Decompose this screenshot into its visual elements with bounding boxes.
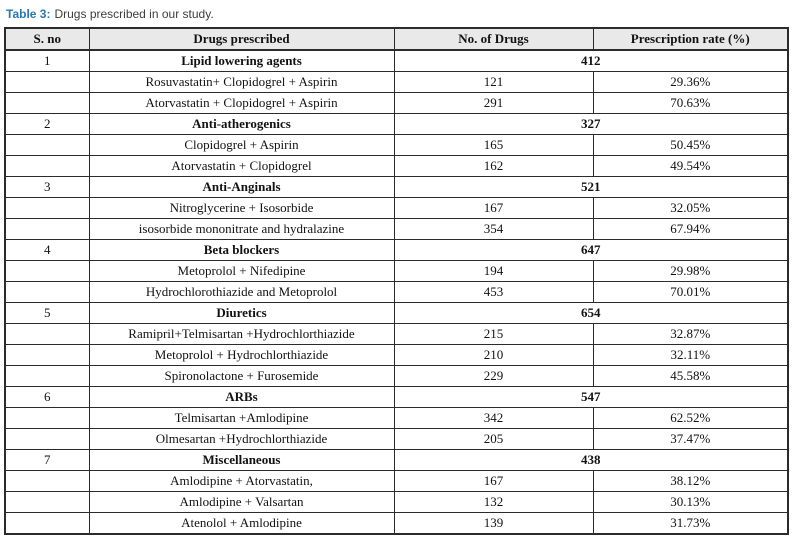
drug-count-cell: 205: [394, 429, 593, 450]
drug-name-cell: Atorvastatin + Clopidogrel: [89, 156, 394, 177]
drug-count-cell: 354: [394, 219, 593, 240]
sno-cell: [5, 261, 89, 282]
prescription-rate-cell: 31.73%: [593, 513, 788, 535]
prescription-rate-cell: 30.13%: [593, 492, 788, 513]
drug-row: [5, 345, 788, 366]
drug-row: [5, 492, 788, 513]
prescription-rate-cell: 29.36%: [593, 72, 788, 93]
sno-cell: 6: [5, 387, 89, 408]
table-caption: [4, 4, 788, 27]
prescription-rate-cell: 62.52%: [593, 408, 788, 429]
drug-row: [5, 324, 788, 345]
drug-name-cell: Clopidogrel + Aspirin: [89, 135, 394, 156]
drug-count-cell: 215: [394, 324, 593, 345]
sno-cell: [5, 471, 89, 492]
sno-cell: [5, 282, 89, 303]
group-total-cell: 521: [394, 177, 788, 198]
drug-name-cell: Nitroglycerine + Isosorbide: [89, 198, 394, 219]
sno-cell: [5, 492, 89, 513]
drug-count-cell: 291: [394, 93, 593, 114]
prescription-rate-cell: 70.63%: [593, 93, 788, 114]
drug-count-cell: 121: [394, 72, 593, 93]
prescription-rate-cell: 50.45%: [593, 135, 788, 156]
group-total-cell: 547: [394, 387, 788, 408]
prescription-rate-cell: 38.12%: [593, 471, 788, 492]
drug-name-cell: Rosuvastatin+ Clopidogrel + Aspirin: [89, 72, 394, 93]
drug-name-cell: Metoprolol + Nifedipine: [89, 261, 394, 282]
drug-row: [5, 261, 788, 282]
drug-count-cell: 167: [394, 471, 593, 492]
sno-cell: [5, 366, 89, 387]
category-cell: Miscellaneous: [89, 450, 394, 471]
sno-cell: 3: [5, 177, 89, 198]
drug-count-cell: 165: [394, 135, 593, 156]
drug-name-cell: Ramipril+Telmisartan +Hydrochlorthiazide: [89, 324, 394, 345]
table-caption-text: Drugs prescribed in our study.: [54, 7, 214, 21]
drug-name-cell: Spironolactone + Furosemide: [89, 366, 394, 387]
column-header-drugs: Drugs prescribed: [89, 28, 394, 50]
category-row: [5, 450, 788, 471]
drug-name-cell: Amlodipine + Atorvastatin,: [89, 471, 394, 492]
category-row: [5, 240, 788, 261]
drug-count-cell: 167: [394, 198, 593, 219]
group-total-cell: 412: [394, 50, 788, 72]
sno-cell: [5, 72, 89, 93]
group-total-cell: 647: [394, 240, 788, 261]
prescription-rate-cell: 37.47%: [593, 429, 788, 450]
sno-cell: [5, 93, 89, 114]
sno-cell: [5, 135, 89, 156]
sno-cell: 2: [5, 114, 89, 135]
category-cell: Lipid lowering agents: [89, 50, 394, 72]
sno-cell: 4: [5, 240, 89, 261]
drug-count-cell: 229: [394, 366, 593, 387]
prescription-rate-cell: 32.87%: [593, 324, 788, 345]
table-body: [5, 50, 788, 534]
group-total-cell: 438: [394, 450, 788, 471]
drug-name-cell: Atenolol + Amlodipine: [89, 513, 394, 535]
prescription-rate-cell: 70.01%: [593, 282, 788, 303]
sno-cell: 5: [5, 303, 89, 324]
drug-row: [5, 198, 788, 219]
drug-count-cell: 139: [394, 513, 593, 535]
prescription-rate-cell: 29.98%: [593, 261, 788, 282]
category-cell: Anti-atherogenics: [89, 114, 394, 135]
sno-cell: [5, 198, 89, 219]
drug-row: [5, 429, 788, 450]
drug-name-cell: Metoprolol + Hydrochlorthiazide: [89, 345, 394, 366]
prescription-rate-cell: 67.94%: [593, 219, 788, 240]
drugs-prescribed-table: [4, 27, 789, 535]
drug-name-cell: Olmesartan +Hydrochlorthiazide: [89, 429, 394, 450]
sno-cell: [5, 345, 89, 366]
prescription-rate-cell: 49.54%: [593, 156, 788, 177]
drug-row: [5, 156, 788, 177]
drug-name-cell: Hydrochlorothiazide and Metoprolol: [89, 282, 394, 303]
header-row: [5, 28, 788, 50]
category-row: [5, 50, 788, 72]
drug-count-cell: 132: [394, 492, 593, 513]
drug-name-cell: Telmisartan +Amlodipine: [89, 408, 394, 429]
category-cell: Anti-Anginals: [89, 177, 394, 198]
category-row: [5, 114, 788, 135]
drug-row: [5, 135, 788, 156]
drug-count-cell: 210: [394, 345, 593, 366]
drug-count-cell: 194: [394, 261, 593, 282]
drug-name-cell: Atorvastatin + Clopidogrel + Aspirin: [89, 93, 394, 114]
category-cell: Diuretics: [89, 303, 394, 324]
sno-cell: [5, 156, 89, 177]
sno-cell: 7: [5, 450, 89, 471]
group-total-cell: 654: [394, 303, 788, 324]
drug-row: [5, 471, 788, 492]
sno-cell: [5, 429, 89, 450]
drug-row: [5, 366, 788, 387]
column-header-rate: Prescription rate (%): [593, 28, 788, 50]
category-row: [5, 303, 788, 324]
column-header-sno: S. no: [5, 28, 89, 50]
prescription-rate-cell: 32.11%: [593, 345, 788, 366]
drug-count-cell: 162: [394, 156, 593, 177]
sno-cell: [5, 513, 89, 535]
group-total-cell: 327: [394, 114, 788, 135]
prescription-rate-cell: 45.58%: [593, 366, 788, 387]
category-cell: Beta blockers: [89, 240, 394, 261]
drug-row: [5, 72, 788, 93]
category-row: [5, 387, 788, 408]
sno-cell: 1: [5, 50, 89, 72]
column-header-count: No. of Drugs: [394, 28, 593, 50]
sno-cell: [5, 324, 89, 345]
drug-row: [5, 408, 788, 429]
drug-row: [5, 93, 788, 114]
drug-row: [5, 219, 788, 240]
category-row: [5, 177, 788, 198]
drug-count-cell: 453: [394, 282, 593, 303]
drug-row: [5, 513, 788, 535]
sno-cell: [5, 408, 89, 429]
prescription-rate-cell: 32.05%: [593, 198, 788, 219]
sno-cell: [5, 219, 89, 240]
drug-row: [5, 282, 788, 303]
drug-name-cell: isosorbide mononitrate and hydralazine: [89, 219, 394, 240]
drug-count-cell: 342: [394, 408, 593, 429]
category-cell: ARBs: [89, 387, 394, 408]
table-caption-label: Table 3:: [6, 7, 51, 21]
drug-name-cell: Amlodipine + Valsartan: [89, 492, 394, 513]
